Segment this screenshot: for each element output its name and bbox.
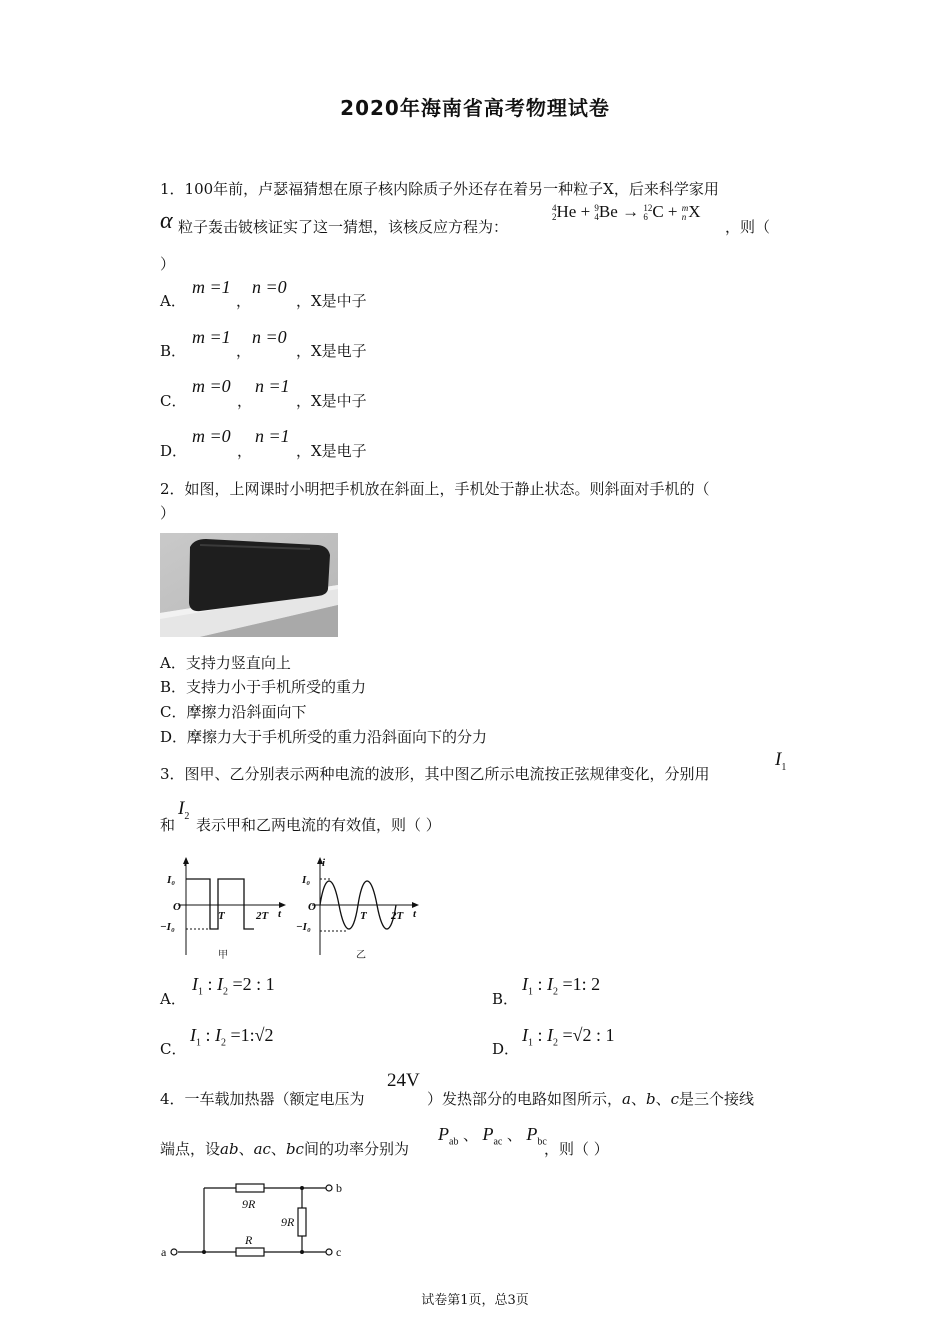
a-i1-sub: 1 [198,986,203,998]
q1-option-a-label: A． [160,292,186,310]
q1-equation [552,202,701,222]
c-charge: 6 [643,212,648,223]
p-sep1: 、 [462,1128,478,1144]
x-charge: n [681,212,687,223]
q4-sep4: 、 [270,1140,286,1158]
d-i1-sub: 1 [528,1037,533,1049]
fig2-T: T [360,910,367,922]
q4-line1-a: 4．一车载加热器（额定电压为 [160,1090,365,1108]
d-colon: : [537,1025,543,1045]
fig1-2T: 2T [256,910,269,922]
q2-option-d: D．摩擦力大于手机所受的重力沿斜面向下的分力 [160,728,488,746]
q4-powers [438,1124,547,1148]
q1-line3: ） [160,255,176,273]
q1-option-c-text: ，X是中子 [296,392,367,410]
q3-he: 和 [160,816,176,834]
q4-a: a [622,1090,631,1108]
q2-option-c: C．摩擦力沿斜面向下 [160,703,307,721]
c-i2: I [215,1025,222,1045]
resistor-top-label: 9R [242,1197,256,1211]
d-i2-sub: 2 [553,1037,559,1049]
q1-option-b-comma: ， [236,342,252,360]
b-i2: I [547,974,554,994]
q3-i1-letter: I [775,749,782,770]
d-ratio: =√2 : 1 [562,1025,615,1045]
c-symbol: C [652,202,664,221]
a-i2-sub: 2 [223,986,229,998]
p-ac: P [482,1124,494,1144]
q1-option-a-n: n =0 [252,277,287,297]
fig1-negI0: −I₀ [160,921,175,933]
be-charge: 4 [594,212,599,223]
p-bc: P [526,1124,538,1144]
b-colon: : [537,974,543,994]
x-symbol: X [688,202,701,221]
q1-option-c-comma: ， [237,392,253,410]
q4-bc: bc [285,1140,304,1158]
fig1-T: T [218,910,225,922]
page-title: 2020年海南省高考物理试卷 [340,96,610,120]
c-i2-sub: 2 [221,1037,227,1049]
q3-option-b-label: B． [492,990,519,1008]
fig2-caption: 乙 [356,950,366,961]
c-i1: I [190,1025,196,1045]
q1-option-b-text: ，X是电子 [296,342,367,360]
p-ac-sub: ac [493,1136,503,1148]
q3-line1: 3．图甲、乙分别表示两种电流的波形，其中图乙所示电流按正弦规律变化，分别用 [160,765,710,783]
be-symbol: Be [598,202,618,221]
q1-line2: 粒子轰击铍核证实了这一猜想，该核反应方程为： [178,218,509,236]
fig2-i-label: i [322,857,326,869]
q4-line2-a: 端点，设 [160,1140,221,1158]
q3-i1 [775,749,786,773]
b-i1-sub: 1 [528,986,533,998]
q1-option-d-n: n =1 [255,426,290,446]
a-ratio: =2 : 1 [232,974,275,994]
q4-sep1: 、 [630,1090,646,1108]
q4-sep2: 、 [655,1090,671,1108]
b-i2-sub: 2 [553,986,559,998]
fig2-negI0: −I₀ [296,921,311,933]
page-footer: 试卷第1页，总3页 [421,1293,529,1308]
q1-option-c-m: m =0 [192,376,231,396]
a-i1: I [192,974,198,994]
current-waveforms-figure [158,855,428,963]
terminal-c: c [336,1245,342,1259]
q1-option-a-comma: ， [236,292,252,310]
terminal-b: b [336,1181,342,1195]
q3-option-d-label: D． [492,1040,520,1058]
q4-b: b [645,1090,656,1108]
q1-option-d-label: D． [160,442,188,460]
q1-line1: 1．100年前，卢瑟福猜想在原子核内除质子外还存在着另一种粒子X，后来科学家用 [160,180,719,198]
resistor-right-label: 9R [281,1215,295,1229]
q2-line2: ） [160,504,176,522]
q2-option-a: A．支持力竖直向上 [160,654,291,672]
c-colon: : [205,1025,211,1045]
q1-option-b-m: m =1 [192,327,231,347]
phone-on-slope-photo [160,533,338,637]
p-ab: P [438,1124,449,1144]
q4-line1-b [427,1088,754,1109]
q1-line2-end: ，则（ [725,218,771,236]
x-mass: m [681,203,689,214]
q3-option-d-expr [522,1025,615,1049]
q3-option-c-expr [190,1025,274,1049]
arrow: → [622,202,640,221]
c-i1-sub: 1 [196,1037,201,1049]
q1-option-d-m: m =0 [192,426,231,446]
p-sep2: 、 [506,1128,522,1144]
q4-sep3: 、 [238,1140,254,1158]
q4-line2-b: 间的功率分别为 [303,1140,409,1158]
q4-voltage: 24V [387,1070,420,1091]
he-symbol: He [556,202,577,221]
fig1-I0: I₀ [167,874,176,886]
p-ab-sub: ab [449,1136,459,1148]
p-bc-sub: bc [537,1136,547,1148]
d-i1: I [522,1025,528,1045]
resistor-bottom-label: R [245,1233,253,1247]
b-ratio: =1: 2 [562,974,601,994]
plus-sign: + [580,202,591,221]
fig1-origin: O [173,901,181,913]
a-i2: I [217,974,224,994]
a-colon: : [207,974,213,994]
q1-option-b-label: B． [160,342,187,360]
heater-circuit-diagram [160,1178,360,1264]
q3-i2 [178,798,189,822]
b-i1: I [522,974,528,994]
q3-i2-sub: 2 [184,810,190,822]
q1-option-d-text: ，X是电子 [296,442,367,460]
be-mass: 9 [594,203,599,214]
q4-ab: ab [220,1140,239,1158]
fig2-origin: O [308,901,316,913]
fig1-caption: 甲 [218,950,228,961]
he-mass: 4 [552,203,557,214]
c-mass: 12 [643,203,653,214]
q3-option-b-expr [522,974,600,998]
q4-line1-b-text: ）发热部分的电路如图所示， [427,1090,623,1108]
q4-line2 [160,1138,409,1159]
q3-i1-sub: 1 [781,761,787,773]
d-i2: I [547,1025,554,1045]
q2-line1: 2．如图，上网课时小明把手机放在斜面上，手机处于静止状态。则斜面对手机的（ [160,480,710,498]
c-ratio: =1:√2 [230,1025,274,1045]
q1-option-c-label: C． [160,392,187,410]
plus-sign-2: + [667,202,678,221]
fig1-t: t [278,908,282,920]
q4-line2-end: ，则（ ） [544,1140,609,1158]
fig2-t: t [413,908,417,920]
q3-option-a-expr [192,974,275,998]
q3-i2-letter: I [178,798,185,819]
he-charge: 2 [552,212,557,223]
q1-alpha: α [160,208,173,234]
terminal-a: a [161,1245,167,1259]
q3-option-a-label: A． [160,990,186,1008]
q1-option-b-n: n =0 [252,327,287,347]
q4-c: c [670,1090,680,1108]
q1-option-d-comma: ， [237,442,253,460]
fig2-2T: 2T [391,910,404,922]
fig2-I0: I₀ [302,874,311,886]
q4-line1-c: 是三个接线 [679,1090,755,1108]
q3-line2: 表示甲和乙两电流的有效值，则（ ） [196,816,441,834]
q4-ac: ac [253,1140,271,1158]
q2-option-b: B．支持力小于手机所受的重力 [160,678,367,696]
fig1-i-label: i [184,857,188,869]
q1-option-c-n: n =1 [255,376,290,396]
q1-option-a-m: m =1 [192,277,231,297]
q3-option-c-label: C． [160,1040,187,1058]
q1-option-a-text: ，X是中子 [296,292,367,310]
